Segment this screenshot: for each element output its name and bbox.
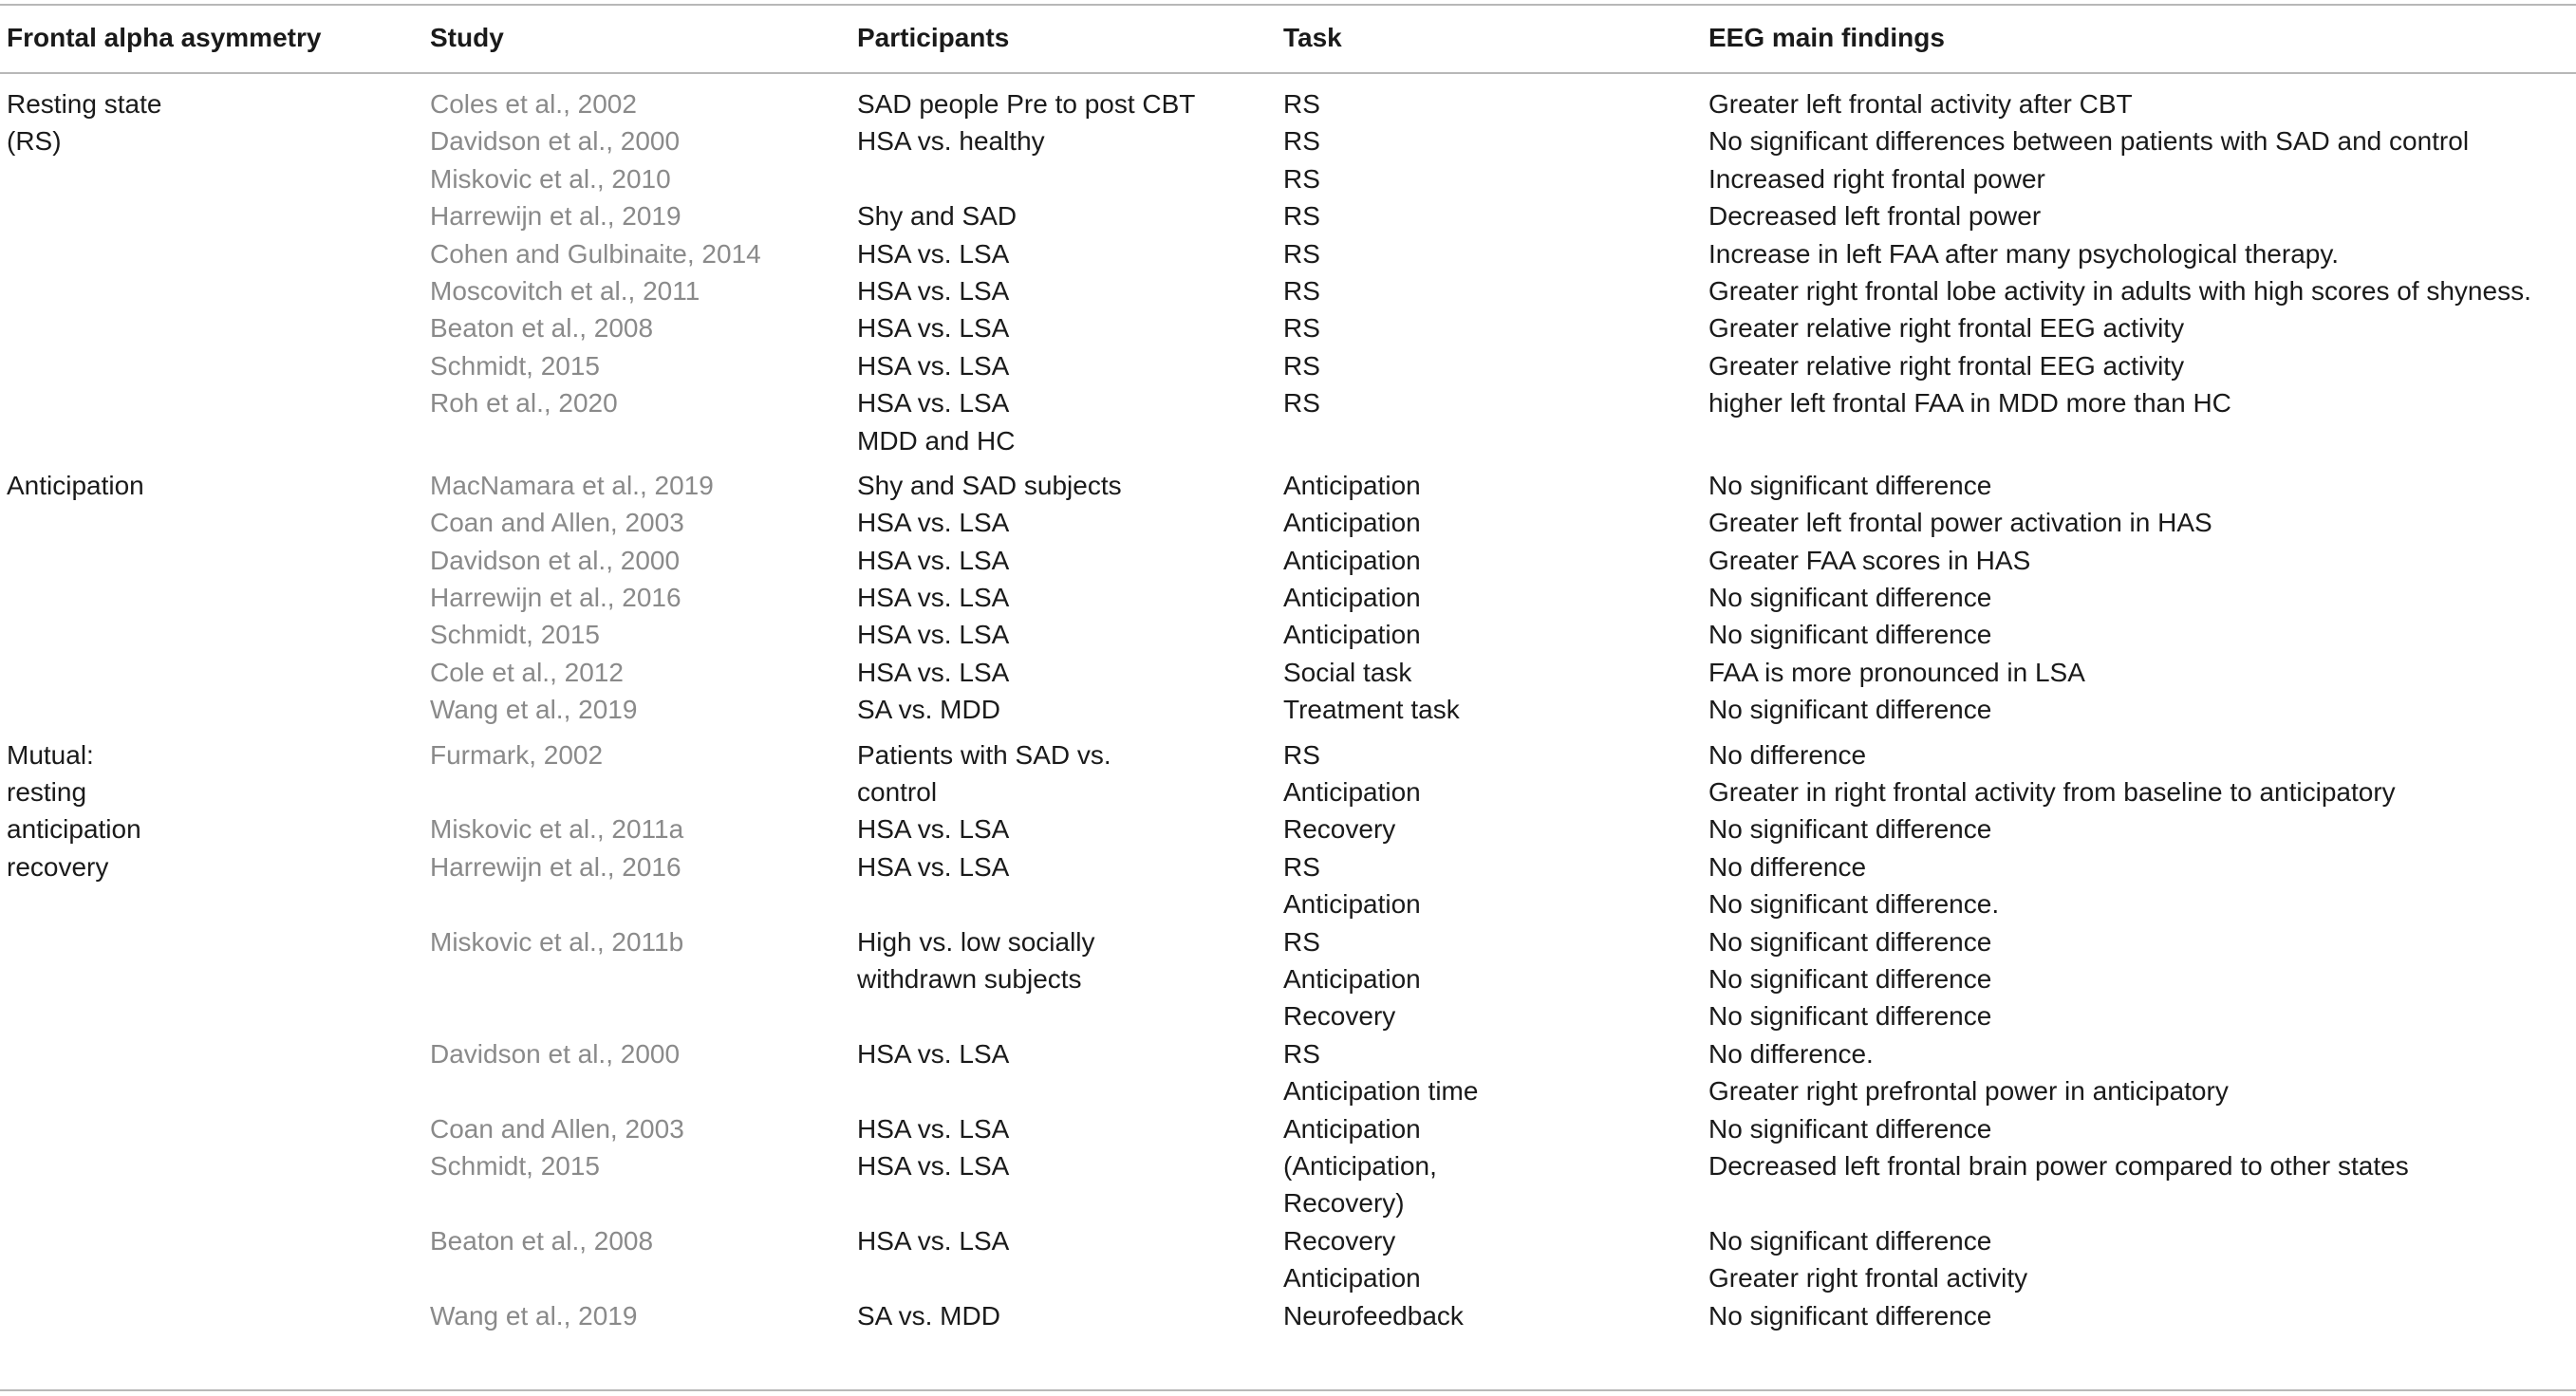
study-cell [430,923,683,960]
cell-text: Increase in left FAA after many psychological therapy. [1708,238,2340,269]
study-cell [430,1035,680,1072]
participants-cell [857,85,1195,122]
cell-text: Harrewijn et al., 2019 [430,201,681,232]
cell-text: RS [1283,163,1320,194]
cell-text: (Anticipation, [1283,1150,1437,1181]
task-cell [1283,197,1320,234]
task-cell [1283,923,1421,1035]
cell-text: No significant difference [1708,695,1992,725]
participants-cell [857,1147,1009,1184]
group-cell [7,467,144,504]
cell-text: HSA vs. LSA [857,313,1010,344]
cell-text: RS [1283,201,1320,232]
cell-text: No difference [1708,739,1867,770]
task-cell [1283,309,1320,346]
cell-text: Beaton et al., 2008 [430,313,654,344]
cell-text: Schmidt, 2015 [430,1150,600,1181]
task-cell [1283,691,1460,728]
task-cell [1283,235,1320,272]
cell-text: Greater right prefrontal power in anticipatory [1708,1076,2229,1107]
cell-text: Schmidt, 2015 [430,620,600,650]
cell-text: HSA vs. LSA [857,620,1010,650]
participants-cell [857,848,1009,885]
cell-text: Davidson et al., 2000 [430,1038,681,1069]
participants-cell [857,736,1111,811]
cell-text: Coan and Allen, 2003 [430,1113,684,1144]
task-cell [1283,810,1395,847]
cell-text: Anticipation [1283,620,1421,650]
participants-cell [857,309,1009,346]
cell-text: HSA vs. LSA [857,583,1010,613]
findings-cell [1708,616,1991,653]
cell-text: Greater FAA scores in HAS [1708,545,2031,575]
cell-text: Anticipation [1283,1263,1421,1294]
cell-text: RS [1283,851,1320,882]
cell-text: Greater right frontal activity [1708,1263,2028,1294]
cell-text: HSA vs. LSA [857,1038,1010,1069]
findings-cell [1708,235,2339,272]
cell-text: Beaton et al., 2008 [430,1225,654,1256]
cell-text: HSA vs. LSA [857,508,1010,538]
cell-text: Davidson et al., 2000 [430,545,681,575]
cell-text: Anticipation [1283,583,1421,613]
cell-text: Miskovic et al., 2011b [430,926,684,957]
task-cell [1283,504,1421,541]
cell-text: No significant difference [1708,926,1992,957]
study-cell [430,848,681,885]
findings-cell [1708,1110,1991,1147]
cell-text: RS [1283,388,1320,419]
participants-cell [857,504,1009,541]
cell-text: HSA vs. LSA [857,545,1010,575]
task-cell [1283,1147,1437,1222]
cell-text: No significant difference [1708,963,1992,994]
task-cell [1283,1222,1421,1297]
cell-text: Neurofeedback [1283,1300,1464,1331]
study-cell [430,691,637,728]
cell-text: Greater relative right frontal EEG activity [1708,350,2185,381]
cell-text: Shy and SAD [857,201,1017,232]
cell-text: Mutual: [7,739,94,770]
participants-cell [857,197,1017,234]
cell-text: No significant difference [1708,1225,1992,1256]
cell-text: Social task [1283,657,1412,687]
cell-text: HSA vs. LSA [857,276,1010,306]
cell-text: HSA vs. LSA [857,1113,1010,1144]
cell-text: No difference [1708,851,1867,882]
cell-text: High vs. low socially [857,926,1095,957]
cell-text: Anticipation [1283,545,1421,575]
participants-cell [857,272,1009,309]
cell-text: Greater right frontal lobe activity in adults with high scores of shyness. [1708,276,2531,306]
findings-cell [1708,1297,1991,1334]
cell-text: No significant difference [1708,620,1992,650]
findings-cell [1708,272,2531,309]
findings-cell [1708,923,1991,1035]
cell-text: Furmark, 2002 [430,739,604,770]
findings-cell [1708,467,1991,504]
cell-text: Decreased left frontal brain power compared to other states [1708,1150,2409,1181]
study-cell [430,347,600,384]
task-cell [1283,467,1421,504]
cell-text: Recovery [1283,1001,1396,1032]
cell-text: RS [1283,1038,1320,1069]
cell-text: Greater left frontal activity after CBT [1708,89,2133,119]
task-cell [1283,272,1320,309]
task-cell [1283,122,1320,159]
cell-text: Patients with SAD vs. [857,739,1111,770]
cell-text: resting [7,776,87,807]
cell-text: Wang et al., 2019 [430,1300,638,1331]
study-cell [430,309,653,346]
cell-text: Davidson et al., 2000 [430,126,681,157]
cell-text: MacNamara et al., 2019 [430,470,714,500]
cell-text: Cohen and Gulbinaite, 2014 [430,238,761,269]
study-cell [430,272,700,309]
participants-cell [857,616,1009,653]
participants-cell [857,235,1009,272]
findings-cell [1708,848,1999,923]
cell-text: Shy and SAD subjects [857,470,1122,500]
cell-text: Harrewijn et al., 2016 [430,583,681,613]
participants-cell [857,1222,1009,1259]
cell-text: Moscovitch et al., 2011 [430,276,700,306]
cell-text: Wang et al., 2019 [430,695,638,725]
cell-text: Increased right frontal power [1708,163,2045,194]
study-cell [430,1222,653,1259]
participants-cell [857,122,1045,159]
study-cell [430,1147,600,1184]
task-cell [1283,654,1411,691]
cell-text: Anticipation [1283,508,1421,538]
cell-text: RS [1283,89,1320,119]
cell-text: Greater relative right frontal EEG activity [1708,313,2185,344]
cell-text: HSA vs. LSA [857,1225,1010,1256]
cell-text: Recovery) [1283,1188,1405,1219]
findings-cell [1708,654,2085,691]
findings-cell [1708,347,2184,384]
cell-text: Greater in right frontal activity from baseline to anticipatory [1708,776,2396,807]
study-cell [430,85,637,122]
cell-text: recovery [7,851,109,882]
task-cell [1283,347,1320,384]
study-cell [430,542,680,579]
findings-cell [1708,810,1991,847]
cell-text: Miskovic et al., 2010 [430,163,671,194]
cell-text: Anticipation [1283,470,1421,500]
cell-text: FAA is more pronounced in LSA [1708,657,2085,687]
group-cell [7,85,161,160]
cell-text: Anticipation [1283,889,1421,920]
cell-text: SAD people Pre to post CBT [857,89,1196,119]
column-header-study: Study [430,23,504,52]
study-cell [430,616,600,653]
findings-cell [1708,504,2212,541]
findings-cell [1708,160,2045,197]
cell-text: RS [1283,238,1320,269]
cell-text: No significant difference [1708,583,1992,613]
task-cell [1283,384,1320,421]
findings-cell [1708,384,2231,421]
column-header-participants: Participants [857,23,1010,52]
findings-cell [1708,1147,2409,1184]
cell-text: withdrawn subjects [857,963,1082,994]
cell-text: HSA vs. LSA [857,814,1010,845]
findings-cell [1708,579,1991,616]
cell-text: HSA vs. LSA [857,350,1010,381]
cell-text: HSA vs. healthy [857,126,1045,157]
participants-cell [857,384,1015,459]
table-header-row [0,0,2576,72]
cell-text: No significant differences between patients with SAD and control [1708,126,2470,157]
cell-text: RS [1283,350,1320,381]
cell-text: Greater left frontal power activation in HAS [1708,508,2212,538]
task-cell [1283,579,1421,616]
participants-cell [857,579,1009,616]
study-cell [430,467,714,504]
findings-cell [1708,122,2469,159]
cell-text: Coles et al., 2002 [430,89,637,119]
column-header-eeg-main-findings: EEG main findings [1708,23,1945,52]
task-cell [1283,1110,1421,1147]
participants-cell [857,810,1009,847]
task-cell [1283,736,1421,811]
cell-text: Harrewijn et al., 2016 [430,851,681,882]
cell-text: RS [1283,126,1320,157]
study-cell [430,197,681,234]
column-header-task: Task [1283,23,1342,52]
cell-text: HSA vs. LSA [857,388,1010,419]
study-cell [430,810,683,847]
group-cell [7,736,141,886]
cell-text: RS [1283,313,1320,344]
cell-text: Decreased left frontal power [1708,201,2042,232]
participants-cell [857,1110,1009,1147]
participants-cell [857,1297,1000,1334]
cell-text: RS [1283,739,1320,770]
cell-text: Anticipation [7,470,144,500]
task-cell [1283,1297,1464,1334]
cell-text: Cole et al., 2012 [430,657,624,687]
cell-text: (RS) [7,126,62,157]
task-cell [1283,616,1421,653]
study-cell [430,579,681,616]
cell-text: Resting state [7,89,162,119]
cell-text: Schmidt, 2015 [430,350,600,381]
cell-text: MDD and HC [857,425,1016,456]
study-cell [430,504,684,541]
participants-cell [857,654,1009,691]
participants-cell [857,1035,1009,1072]
task-cell [1283,542,1421,579]
cell-text: HSA vs. LSA [857,238,1010,269]
cell-text: RS [1283,276,1320,306]
cell-text: HSA vs. LSA [857,657,1010,687]
participants-cell [857,691,1000,728]
cell-text: Miskovic et al., 2011a [430,814,684,845]
cell-text: Recovery [1283,814,1396,845]
cell-text: Recovery [1283,1225,1396,1256]
findings-cell [1708,197,2041,234]
cell-text: SA vs. MDD [857,695,1000,725]
cell-text: Anticipation time [1283,1076,1479,1107]
cell-text: Anticipation [1283,776,1421,807]
study-cell [430,736,603,773]
cell-text: control [857,776,938,807]
cell-text: higher left frontal FAA in MDD more than HC [1708,388,2231,419]
cell-text: Roh et al., 2020 [430,388,618,419]
findings-cell [1708,1222,2027,1297]
task-cell [1283,1035,1478,1110]
cell-text: No significant difference [1708,470,1992,500]
cell-text: SA vs. MDD [857,1300,1000,1331]
cell-text: Coan and Allen, 2003 [430,508,684,538]
cell-text: No significant difference. [1708,889,2000,920]
participants-cell [857,347,1009,384]
participants-cell [857,923,1095,998]
task-cell [1283,848,1421,923]
findings-cell [1708,542,2030,579]
cell-text: No significant difference [1708,1300,1992,1331]
findings-cell [1708,85,2133,122]
cell-text: No difference. [1708,1038,1874,1069]
study-cell [430,1110,684,1147]
findings-cell [1708,309,2184,346]
findings-cell [1708,691,1991,728]
cell-text: Anticipation [1283,1113,1421,1144]
cell-text: HSA vs. LSA [857,851,1010,882]
study-cell [430,160,671,197]
cell-text: No significant difference [1708,1001,1992,1032]
study-cell [430,384,618,421]
cell-text: anticipation [7,814,141,845]
participants-cell [857,542,1009,579]
task-cell [1283,160,1320,197]
study-cell [430,235,761,272]
column-header-frontal-alpha-asymmetry: Frontal alpha asymmetry [7,23,322,52]
task-cell [1283,85,1320,122]
study-cell [430,654,624,691]
findings-cell [1708,736,2396,811]
findings-cell [1708,1035,2229,1110]
cell-text: RS [1283,926,1320,957]
cell-text: Anticipation [1283,963,1421,994]
cell-text: HSA vs. LSA [857,1150,1010,1181]
study-cell [430,1297,637,1334]
table-header-rule [0,72,2576,74]
study-cell [430,122,680,159]
participants-cell [857,467,1122,504]
table-bottom-rule [0,1389,2576,1391]
cell-text: No significant difference [1708,1113,1992,1144]
cell-text: Treatment task [1283,695,1460,725]
cell-text: No significant difference [1708,814,1992,845]
